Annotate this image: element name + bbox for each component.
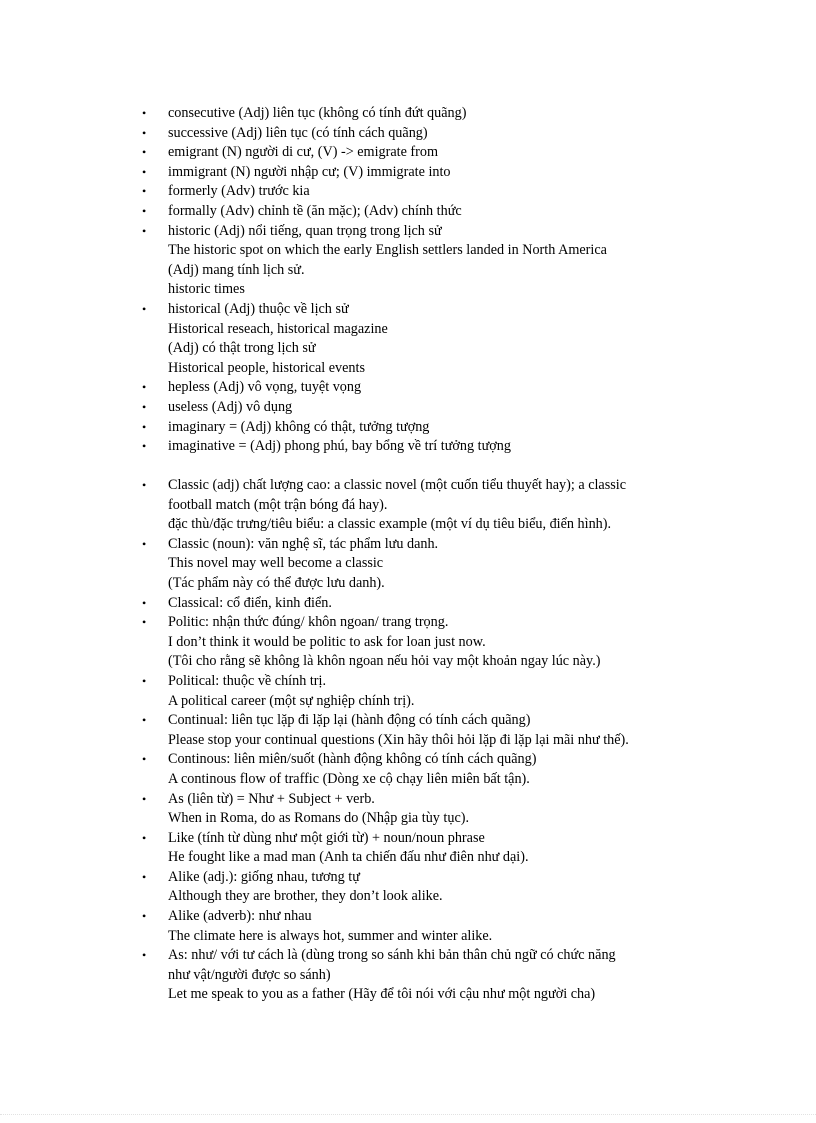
item-text-line: historic (Adj) nổi tiếng, quan trọng trong lịch sử: [168, 222, 442, 239]
bullet-icon: •: [142, 948, 147, 963]
item-text-line: imaginative = (Adj) phong phú, bay bổng về trí tưởng tượng: [168, 438, 511, 455]
bullet-icon: •: [142, 673, 147, 688]
item-text-line: When in Roma, do as Romans do (Nhập gia tùy tục).: [168, 810, 470, 827]
bullet-icon: •: [142, 301, 147, 316]
item-text-line: (Adj) có thật trong lịch sử: [168, 340, 316, 357]
bullet-icon: •: [142, 106, 147, 120]
list-item: [142, 711, 702, 750]
item-text-line: (Adj) mang tính lịch sử.: [168, 261, 305, 278]
item-text-line: Like (tính từ dùng như một giới từ) + noun/noun phrase: [168, 829, 485, 846]
bullet-icon: •: [142, 909, 147, 924]
item-text-line: formally (Adv) chỉnh tề (ăn mặc); (Adv) chính thức: [168, 202, 462, 219]
list-item: [142, 104, 702, 124]
item-text-line: Continual: liên tục lặp đi lặp lại (hành động có tính cách quãng): [168, 712, 531, 729]
bullet-icon: •: [142, 145, 147, 160]
item-text-line: Classical: cổ điển, kinh điển.: [168, 594, 332, 611]
list-item: [142, 182, 702, 202]
bullet-icon: •: [142, 713, 147, 728]
item-text-line: Let me speak to you as a father (Hãy để tôi nói với cậu như một người cha): [168, 986, 596, 1003]
list-item: [142, 613, 702, 672]
bullet-icon: •: [142, 478, 147, 492]
item-text-line: successive (Adj) liên tục (có tính cách quãng): [168, 124, 428, 141]
item-text-line: The climate here is always hot, summer and winter alike.: [168, 927, 493, 944]
item-text-line: Classic (noun): văn nghệ sĩ, tác phẩm lưu danh.: [168, 535, 439, 552]
item-text-line: As (liên từ) = Như + Subject + verb.: [168, 790, 375, 807]
list-item: [142, 868, 702, 907]
item-text-line: As: như/ với tư cách là (dùng trong so sánh khi bản thân chủ ngữ có chức năng: [168, 947, 616, 964]
bullet-icon: •: [142, 380, 147, 395]
list-item: [142, 398, 702, 418]
list-item: [142, 437, 702, 457]
item-text-line: historic times: [168, 281, 245, 298]
item-text-line: Alike (adverb): như nhau: [168, 908, 312, 925]
list-item: [142, 418, 702, 438]
list-item: [142, 202, 702, 222]
item-text-line: Historical reseach, historical magazine: [168, 320, 388, 337]
item-text-line: như vật/người được so sánh): [168, 966, 331, 983]
item-text-line: Please stop your continual questions (Xin hãy thôi hỏi lặp đi lặp lại mãi như thế).: [168, 731, 629, 748]
bullet-icon: •: [142, 595, 147, 610]
vocabulary-list-a: [142, 104, 702, 457]
list-item: [142, 672, 702, 711]
bullet-icon: •: [142, 439, 147, 454]
bullet-icon: •: [142, 536, 147, 551]
list-item: [142, 300, 702, 378]
bullet-icon: •: [142, 830, 147, 845]
item-text-line: hepless (Adj) vô vọng, tuyệt vọng: [168, 379, 362, 396]
list-item: [142, 907, 702, 946]
item-text-line: Political: thuộc về chính trị.: [168, 672, 327, 689]
list-item: [142, 750, 702, 789]
page-bottom-divider: [0, 1114, 816, 1115]
item-text-line: emigrant (N) người di cư, (V) -> emigrate from: [168, 144, 439, 161]
item-text-line: immigrant (N) người nhập cư; (V) immigrate into: [168, 163, 451, 180]
bullet-icon: •: [142, 752, 147, 767]
item-text-line: Historical people, historical events: [168, 359, 365, 376]
list-item: [142, 535, 702, 594]
item-text-line: football match (một trận bóng đá hay).: [168, 496, 388, 513]
list-item: [142, 829, 702, 868]
list-item: [142, 378, 702, 398]
item-text-line: formerly (Adv) trước kia: [168, 183, 310, 200]
bullet-icon: •: [142, 125, 147, 140]
item-text-line: A political career (một sự nghiệp chính trị).: [168, 692, 415, 709]
bullet-icon: •: [142, 164, 147, 179]
list-item: [142, 946, 702, 1005]
item-text-line: Continous: liên miên/suốt (hành động không có tính cách quãng): [168, 751, 537, 768]
list-item: [142, 124, 702, 144]
bullet-icon: •: [142, 399, 147, 414]
list-item: [142, 222, 702, 300]
bullet-icon: •: [142, 615, 147, 630]
item-text-line: Alike (adj.): giống nhau, tương tự: [168, 868, 360, 885]
list-item: [142, 163, 702, 183]
item-text-line: Politic: nhận thức đúng/ khôn ngoan/ trang trọng.: [168, 614, 449, 631]
bullet-icon: •: [142, 791, 147, 806]
bullet-icon: •: [142, 184, 147, 199]
item-text-line: Classic (adj) chất lượng cao: a classic novel (một cuốn tiểu thuyết hay); a classic: [168, 477, 627, 493]
bullet-icon: •: [142, 869, 147, 884]
item-text-line: This novel may well become a classic: [168, 555, 384, 572]
bullet-icon: •: [142, 223, 147, 238]
item-text-line: useless (Adj) vô dụng: [168, 398, 293, 415]
bullet-icon: •: [142, 203, 147, 218]
item-text-line: I don’t think it would be politic to ask for loan just now.: [168, 633, 486, 650]
item-text-line: (Tác phẩm này có thể được lưu danh).: [168, 574, 385, 591]
list-item: [142, 790, 702, 829]
item-text-line: The historic spot on which the early English settlers landed in North America: [168, 242, 607, 259]
item-text-line: A continous flow of traffic (Dòng xe cộ chạy liên miên bất tận).: [168, 770, 530, 787]
item-text-line: He fought like a mad man (Anh ta chiến đấu như điên như dại).: [168, 849, 529, 866]
item-text-line: Although they are brother, they don’t look alike.: [168, 888, 443, 905]
list-item: [142, 476, 702, 535]
item-text-line: imaginary = (Adj) không có thật, tưởng tượng: [168, 418, 430, 435]
item-text-line: historical (Adj) thuộc về lịch sử: [168, 300, 349, 317]
item-text-line: consecutive (Adj) liên tục (không có tính đứt quãng): [168, 105, 467, 121]
item-text-line: đặc thù/đặc trưng/tiêu biểu: a classic example (một ví dụ tiêu biểu, điển hình).: [168, 516, 612, 533]
item-text-line: (Tôi cho rằng sẽ không là khôn ngoan nếu hỏi vay một khoản ngay lúc này.): [168, 653, 601, 670]
list-item: [142, 594, 702, 614]
vocabulary-list-b: [142, 476, 702, 1005]
bullet-icon: •: [142, 419, 147, 434]
list-item: [142, 143, 702, 163]
